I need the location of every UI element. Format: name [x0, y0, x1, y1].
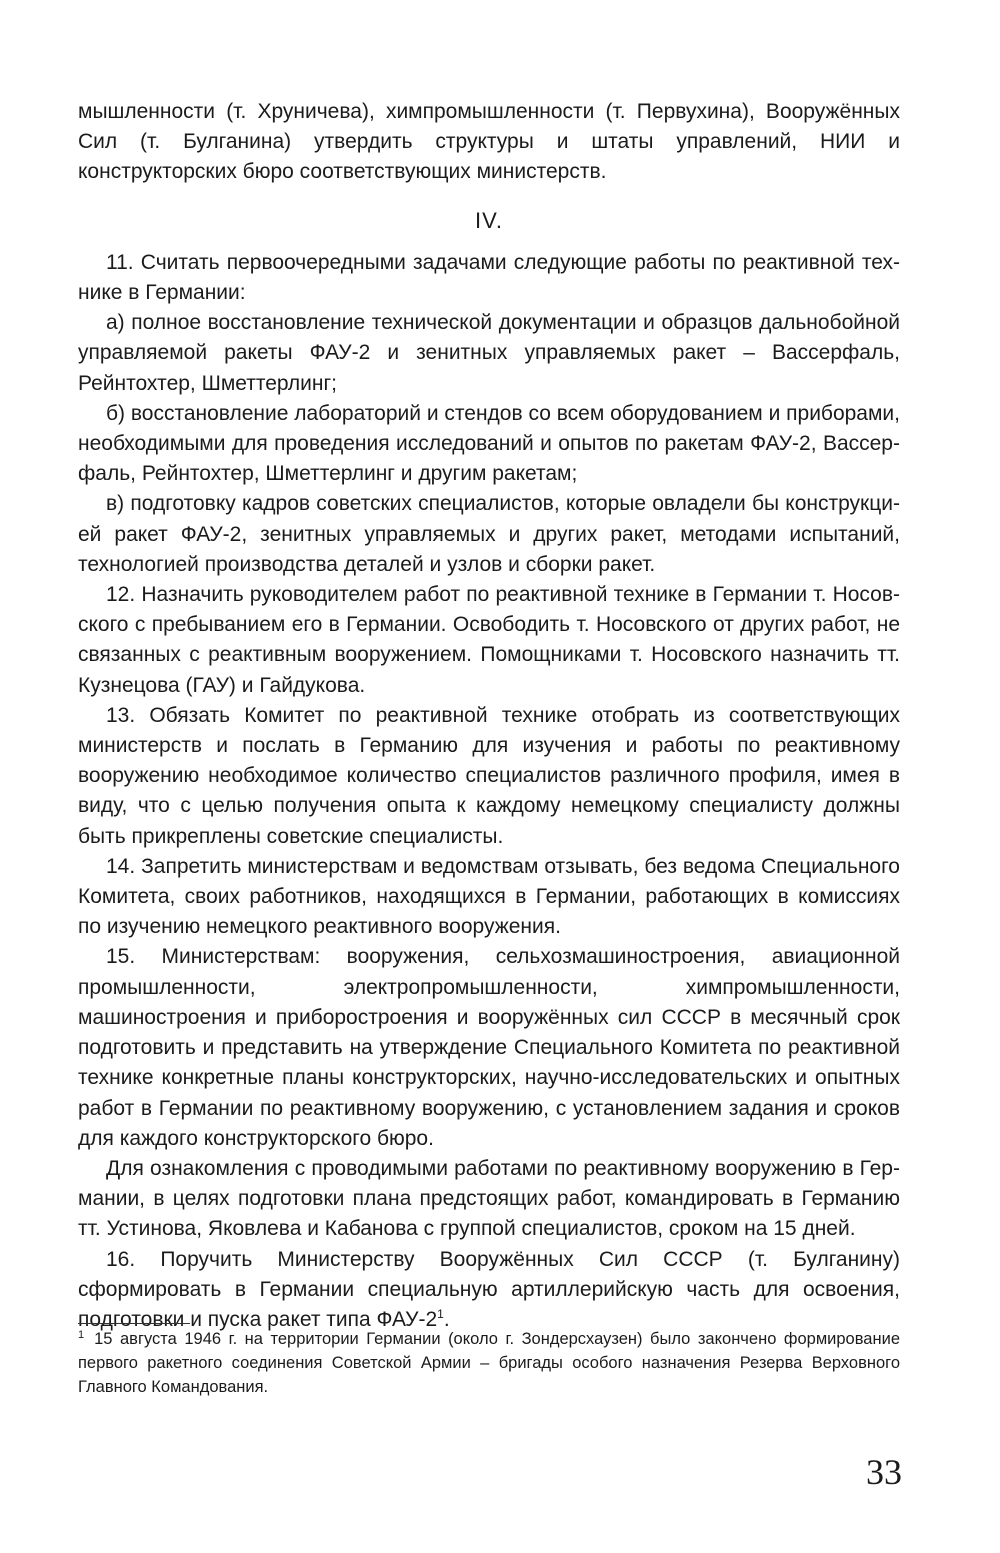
paragraph-11-b: б) восстановление лабораторий и стендов со всем оборудованием и приборами, необходимыми для проведения исследований и опытов по ракетам ФАУ-2, Вассерфаль, Рейнтохтер, Шметтерлинг и другим ракетам; — [78, 401, 900, 486]
footnote-reference[interactable]: 1 — [437, 1306, 444, 1321]
paragraph-11: 11. Считать первоочередными задачами следующие работы по реактивной технике в Германии: — [78, 250, 900, 305]
paragraph-16-end: . — [443, 1307, 450, 1331]
paragraph-14: 14. Запретить министерствам и ведомствам отзывать, без ведома Специального Комитета, своих работников, находящихся в Германии, работающих в комиссиях по изучению немецкого реактивного вооружения. — [78, 854, 900, 939]
paragraph-13: 13. Обязать Комитет по реактивной технике отобрать из соответствующих министерств и послать в Германию для изучения и работы по реактивному вооружению необходимое количество специалистов различного профиля, имея в виду, что с целью получения опыта к каждому немецкому специалисту должны быть прикреплены советские специалисты. — [78, 703, 900, 848]
body-text — [78, 97, 900, 1335]
paragraph-15-continued: Для ознакомления с проводимыми работами по реактивному вооружению в Германии, в целях подготовки плана предстоящих работ, командировать в Германию тт. Устинова, Яковлева и Кабанова с группой специалистов, сроком на 15 дней. — [78, 1156, 900, 1241]
footnote — [78, 1327, 900, 1399]
paragraph-11-a: а) полное восстановление технической документации и образцов дальнобойной управляемой ракеты ФАУ-2 и зенитных управляемых ракет – Вассерфаль, Рейнтохтер, Шметтерлинг; — [78, 311, 900, 395]
footnote-number: 1 — [78, 1328, 85, 1341]
paragraph-11-c: в) подготовку кадров советских специалистов, которые овладели бы конструкцией ракет ФАУ-2, зенитных управляемых и других ракет, методами испытаний, технологией производства деталей и узлов и сборки ракет. — [78, 492, 900, 576]
paragraph-16 — [78, 1245, 900, 1336]
paragraph-16-text: 16. Поручить Министерству Вооружённых Сил СССР (т. Булганину) сформировать в Германии специальную артиллерийскую часть для освоения, подготовки и пуска ракет типа ФАУ-2 — [78, 1247, 900, 1331]
continuation-paragraph: мышленности (т. Хруничева), химпромышленности (т. Первухина), Вооружённых Сил (т. Булганина) утвердить структуры и штаты управлений, НИИ и конструкторских бюро соответствующих министерств. — [78, 100, 900, 184]
section-heading: IV. — [475, 207, 503, 233]
paragraph-15: 15. Министерствам: вооружения, сельхозмашиностроения, авиационной промышленности, электропромышленности, химпромышленности, машиностроения и приборостроения и вооружённых сил СССР в месячный срок подготовить и представить на утверждение Специального Комитета по реактивной технике конкретные планы конструкторских, научно-исследовательских и опытных работ в Германии по реактивному вооружению, с установлением задания и сроков для каждого конструкторского бюро. — [78, 945, 900, 1150]
page-number: 33 — [866, 1452, 902, 1492]
footnote-separator — [78, 1323, 190, 1324]
paragraph-12: 12. Назначить руководителем работ по реактивной технике в Германии т. Носовского с пребыванием его в Германии. Освободить т. Носовского от других работ, не связанных с реактивным вооружением. Помощниками т. Носовского назначить тт. Кузнецова (ГАУ) и Гайдукова. — [78, 583, 900, 697]
footnote-text: 15 августа 1946 г. на территории Германии (около г. Зондерсхаузен) было закончено формирование первого ракетного соединения Советской Армии – бригады особого назначения Резерва Верховного Главного Командования. — [78, 1330, 900, 1396]
